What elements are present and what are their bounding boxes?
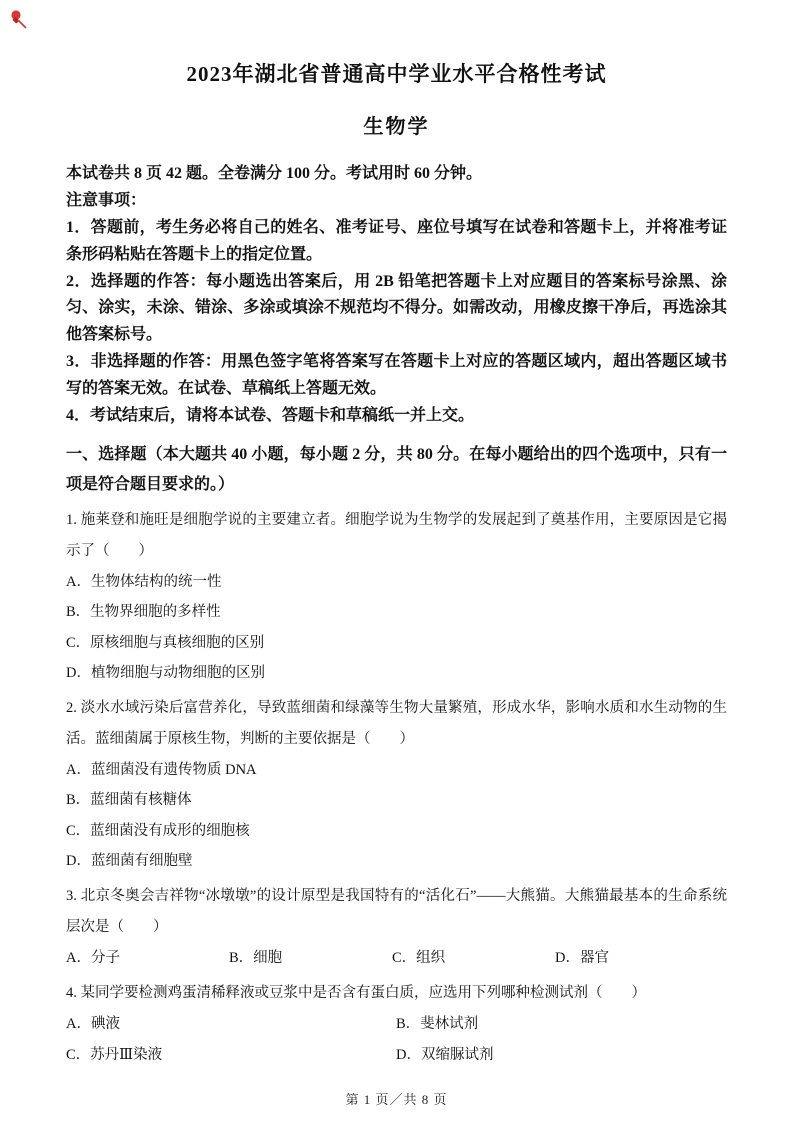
exam-body: [66, 161, 727, 1071]
option-item: B．蓝细菌有核糖体: [66, 792, 192, 809]
option-item: C．组织: [392, 950, 446, 967]
question-stem: 1. 施莱登和施旺是细胞学说的主要建立者。细胞学说为生物学的发展起到了奠基作用，主要原因是它揭示了（ ）: [66, 511, 727, 559]
question-options: [66, 755, 727, 877]
option-item: D．器官: [555, 950, 609, 967]
page-footer: 第 1 页／共 8 页: [345, 1092, 448, 1107]
question-stem: 2. 淡水水域污染后富营养化，导致蓝细菌和绿藻等生物大量繁殖，形成水华，影响水质和水生动物的生活。蓝细菌属于原核生物，判断的主要依据是（ ）: [66, 699, 727, 747]
question-block-1: [66, 505, 727, 689]
question-block-4: [66, 978, 727, 1072]
question-block-2: [66, 693, 727, 877]
section-heading: 一、选择题（本大题共 40 小题，每小题 2 分，共 80 分。在每小题给出的四个选项中，只有一项是符合题目要求的。）: [66, 445, 727, 494]
notice-item-1: 1．答题前，考生务必将自己的姓名、准考证号、座位号填写在试卷和答题卡上，并将准考证条形码粘贴在答题卡上的指定位置。: [66, 218, 727, 263]
option-item: B．生物界细胞的多样性: [66, 604, 221, 621]
option-item: B．细胞: [229, 950, 283, 967]
option-item: C．蓝细菌没有成形的细胞核: [66, 822, 250, 839]
exam-intro: 本试卷共 8 页 42 题。全卷满分 100 分。考试用时 60 分钟。: [66, 165, 483, 182]
notice-item-4: 4．考试结束后，请将本试卷、答题卡和草稿纸一并上交。: [66, 406, 475, 424]
option-item: A．生物体结构的统一性: [66, 573, 222, 590]
option-item: D．双缩脲试剂: [396, 1046, 494, 1063]
question-options: [66, 1009, 727, 1071]
subject-title: 生物学: [363, 116, 430, 138]
notice-item-2: 2．选择题的作答：每小题选出答案后，用 2B 铅笔把答题卡上对应题目的答案标号涂黑、涂匀、涂实，未涂、错涂、多涂或填涂不规范均不得分。如需改动，用橡皮擦干净后，再选涂其他答案标号。: [66, 272, 727, 344]
question-stem: 4. 某同学要检测鸡蛋清稀释液或豆浆中是否含有蛋白质，应选用下列哪种检测试剂（ ）: [66, 984, 646, 1001]
option-item: C．苏丹Ⅲ染液: [66, 1046, 163, 1063]
option-item: D．蓝细菌有细胞壁: [66, 853, 193, 870]
page-title: 2023年湖北省普通高中学业水平合格性考试: [186, 62, 607, 86]
question-options: [66, 567, 727, 689]
option-item: A．分子: [66, 950, 120, 967]
option-item: A．蓝细菌没有遗传物质 DNA: [66, 761, 257, 778]
question-options: [66, 943, 727, 973]
option-item: A．碘液: [66, 1015, 120, 1032]
option-item: B．斐林试剂: [396, 1015, 479, 1032]
exam-instructions: [66, 161, 727, 430]
question-stem: 3. 北京冬奥会吉祥物“冰墩墩”的设计原型是我国特有的“活化石”——大熊猫。大熊猫最基本的生命系统层次是（ ）: [66, 887, 727, 935]
option-item: C．原核细胞与真核细胞的区别: [66, 634, 265, 651]
question-block-3: [66, 881, 727, 974]
option-item: D．植物细胞与动物细胞的区别: [66, 665, 265, 682]
notice-title: 注意事项：: [66, 191, 147, 209]
notice-item-3: 3．非选择题的作答：用黑色签字笔将答案写在答题卡上对应的答题区域内，超出答题区域书写的答案无效。在试卷、草稿纸上答题无效。: [66, 353, 727, 397]
pin-icon: [8, 8, 30, 30]
